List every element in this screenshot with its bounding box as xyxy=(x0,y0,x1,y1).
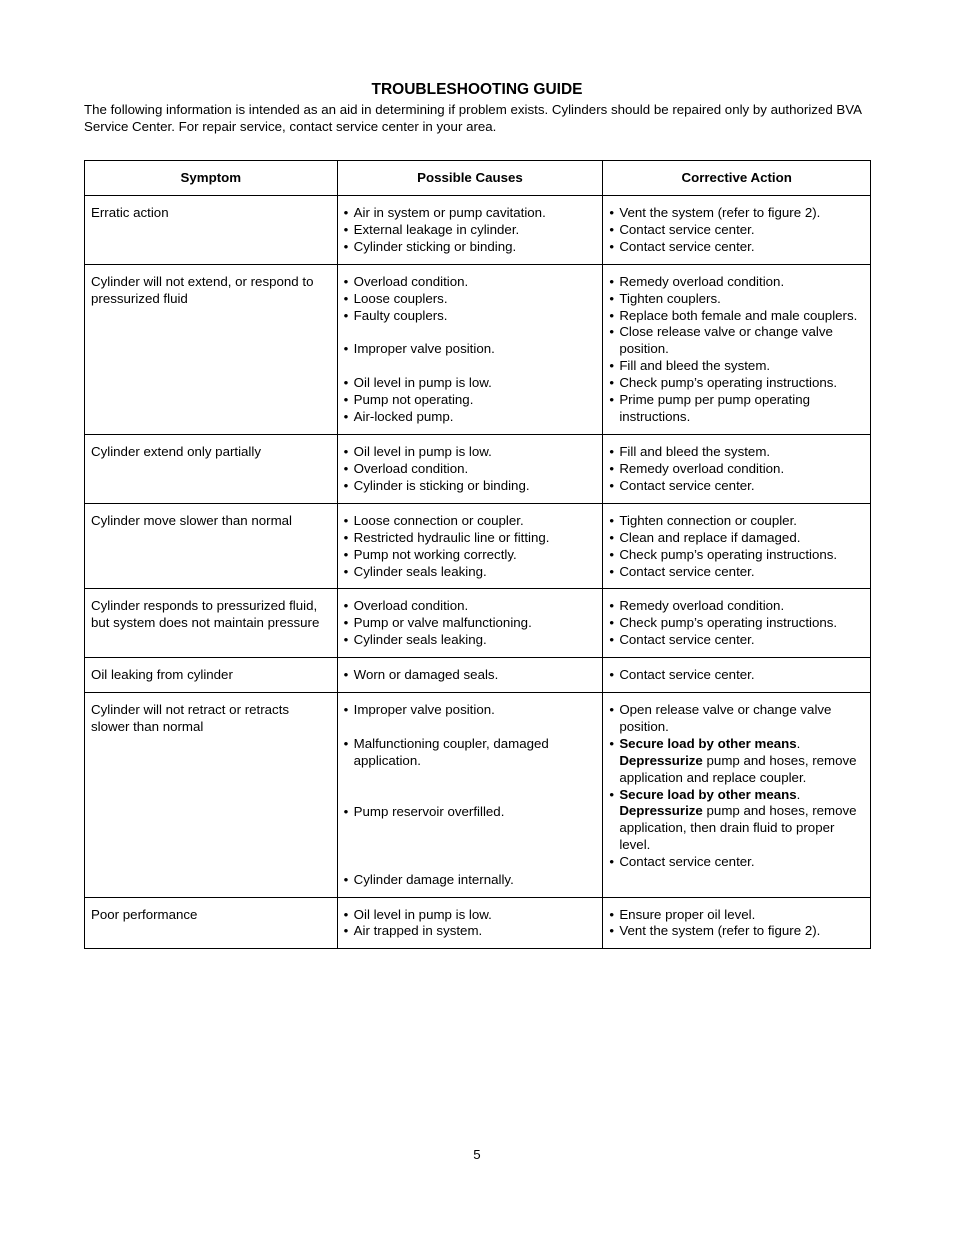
cause-item: • Oil level in pump is low. xyxy=(344,375,597,392)
action-item: • Replace both female and male couplers. xyxy=(609,308,864,325)
table-row xyxy=(85,693,871,898)
intro-paragraph: The following information is intended as an aid in determining if problem exists. Cylinders should be repaired only by authorized BVA Service Center. For repair service, contact service center in your area. xyxy=(84,102,862,134)
action-item: • Clean and replace if damaged. xyxy=(609,530,864,547)
causes-cell xyxy=(337,435,603,504)
table-header-row xyxy=(85,161,871,196)
actions-cell xyxy=(603,658,871,693)
header-symptom: Symptom xyxy=(85,161,338,196)
causes-cell xyxy=(337,693,603,898)
table-row xyxy=(85,897,871,949)
causes-cell xyxy=(337,503,603,589)
cause-item: • Overload condition. xyxy=(344,598,597,615)
cause-item: • Overload condition. xyxy=(344,274,597,291)
cause-item: • Cylinder sticking or binding. xyxy=(344,239,597,256)
table-row xyxy=(85,589,871,658)
action-item: • Fill and bleed the system. xyxy=(609,444,864,461)
action-bold-text: Secure load by other means xyxy=(619,735,797,751)
action-item: • Remedy overload condition. xyxy=(609,461,864,478)
cause-item: • Improper valve position. xyxy=(344,702,597,719)
action-item: • Ensure proper oil level. xyxy=(609,907,864,924)
action-item: • Tighten couplers. xyxy=(609,291,864,308)
action-item: • Contact service center. xyxy=(609,854,864,871)
actions-cell xyxy=(603,196,871,265)
cause-item: • Air-locked pump. xyxy=(344,409,597,426)
causes-cell xyxy=(337,589,603,658)
table-row xyxy=(85,658,871,693)
action-item: • Close release valve or change valve position. xyxy=(609,324,864,358)
actions-cell xyxy=(603,264,871,434)
cause-item: • External leakage in cylinder. xyxy=(344,222,597,239)
cause-item: • Pump or valve malfunctioning. xyxy=(344,615,597,632)
action-item: • Remedy overload condition. xyxy=(609,274,864,291)
table-row xyxy=(85,264,871,434)
symptom-cell: Poor performance xyxy=(85,897,338,949)
causes-cell xyxy=(337,196,603,265)
action-item: • Contact service center. xyxy=(609,632,864,649)
actions-cell xyxy=(603,589,871,658)
action-item xyxy=(609,787,864,855)
action-item: • Fill and bleed the system. xyxy=(609,358,864,375)
cause-item: • Pump not operating. xyxy=(344,392,597,409)
action-item xyxy=(609,736,864,787)
cause-item: • Air trapped in system. xyxy=(344,923,597,940)
action-text: pump and hoses, remove application, then drain fluid to proper level. xyxy=(619,803,857,853)
cause-item: • Cylinder is sticking or binding. xyxy=(344,478,597,495)
symptom-cell: Erratic action xyxy=(85,196,338,265)
cause-item: • Loose connection or coupler. xyxy=(344,513,597,530)
header-possible-causes: Possible Causes xyxy=(337,161,603,196)
symptom-cell: Oil leaking from cylinder xyxy=(85,658,338,693)
action-item: • Prime pump per pump operating instructions. xyxy=(609,392,864,426)
action-item: • Check pump’s operating instructions. xyxy=(609,615,864,632)
cause-item: • Malfunctioning coupler, damaged application. xyxy=(344,736,597,770)
cause-item: • Oil level in pump is low. xyxy=(344,444,597,461)
action-item: • Contact service center. xyxy=(609,478,864,495)
action-item: • Contact service center. xyxy=(609,564,864,581)
cause-item: • Restricted hydraulic line or fitting. xyxy=(344,530,597,547)
action-bold-text: Depressurize xyxy=(619,803,703,819)
action-bold-text: Secure load by other means xyxy=(619,786,797,802)
action-item: • Vent the system (refer to figure 2). xyxy=(609,205,864,222)
causes-cell xyxy=(337,658,603,693)
cause-item: • Overload condition. xyxy=(344,461,597,478)
symptom-cell: Cylinder will not extend, or respond to pressurized fluid xyxy=(85,264,338,434)
action-item: • Check pump’s operating instructions. xyxy=(609,547,864,564)
cause-item: • Cylinder damage internally. xyxy=(344,872,597,889)
cause-item: • Improper valve position. xyxy=(344,341,597,358)
action-item: • Vent the system (refer to figure 2). xyxy=(609,923,864,940)
table-row xyxy=(85,503,871,589)
action-item: • Open release valve or change valve position. xyxy=(609,702,864,736)
cause-item: • Cylinder seals leaking. xyxy=(344,632,597,649)
table-row xyxy=(85,435,871,504)
actions-cell xyxy=(603,435,871,504)
causes-cell xyxy=(337,897,603,949)
action-text: pump and hoses, remove application and replace coupler. xyxy=(619,752,857,785)
cause-item: • Faulty couplers. xyxy=(344,308,597,325)
action-item: • Contact service center. xyxy=(609,222,864,239)
action-text: . xyxy=(796,786,801,802)
action-bold-text: Depressurize xyxy=(619,752,703,768)
cause-item: • Cylinder seals leaking. xyxy=(344,564,597,581)
cause-item: • Oil level in pump is low. xyxy=(344,907,597,924)
symptom-cell: Cylinder extend only partially xyxy=(85,435,338,504)
page-number: 5 xyxy=(473,1147,481,1162)
action-item: • Contact service center. xyxy=(609,667,864,684)
table-row xyxy=(85,196,871,265)
cause-item: • Pump reservoir overfilled. xyxy=(344,804,597,821)
cause-item: • Worn or damaged seals. xyxy=(344,667,597,684)
action-item: • Remedy overload condition. xyxy=(609,598,864,615)
symptom-cell: Cylinder responds to pressurized fluid, but system does not maintain pressure xyxy=(85,589,338,658)
action-item: • Check pump’s operating instructions. xyxy=(609,375,864,392)
symptom-cell: Cylinder will not retract or retracts slower than normal xyxy=(85,693,338,898)
action-item: • Contact service center. xyxy=(609,239,864,256)
troubleshooting-table xyxy=(84,160,871,949)
action-text: . xyxy=(796,735,801,751)
actions-cell xyxy=(603,897,871,949)
cause-item: • Air in system or pump cavitation. xyxy=(344,205,597,222)
action-item: • Tighten connection or coupler. xyxy=(609,513,864,530)
header-corrective-action: Corrective Action xyxy=(603,161,871,196)
symptom-cell: Cylinder move slower than normal xyxy=(85,503,338,589)
actions-cell xyxy=(603,503,871,589)
actions-cell xyxy=(603,693,871,898)
causes-cell xyxy=(337,264,603,434)
cause-item: • Pump not working correctly. xyxy=(344,547,597,564)
page-title: TROUBLESHOOTING GUIDE xyxy=(371,81,583,98)
cause-item: • Loose couplers. xyxy=(344,291,597,308)
